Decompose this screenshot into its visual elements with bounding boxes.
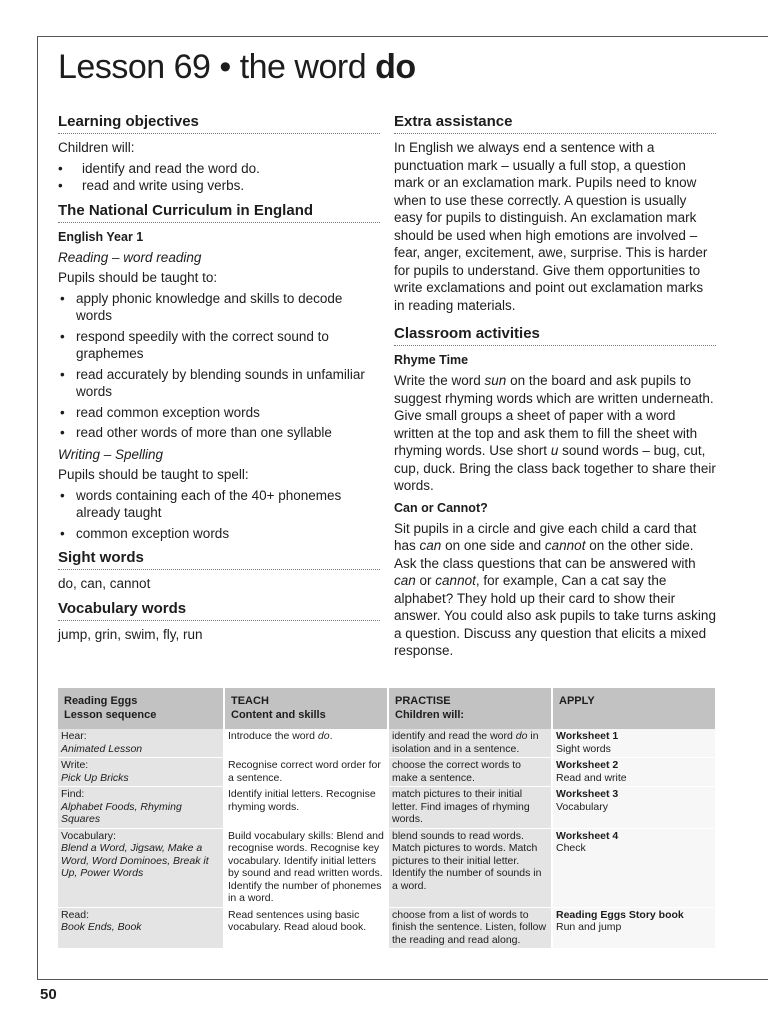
extra-heading: Extra assistance: [394, 112, 716, 134]
list-item: • apply phonic knowledge and skills to decode words: [58, 290, 380, 325]
table-row: [58, 758, 716, 787]
practise-cell: blend sounds to read words. Match pictures to words. Match pictures to their initial letter. Identify the number of sounds in a word.: [388, 828, 552, 907]
can-or-cannot-title: Can or Cannot?: [394, 500, 488, 515]
table-header: Reading Eggs Lesson sequence: [58, 688, 224, 729]
vocabulary-words: [58, 599, 380, 644]
objectives-intro: Children will:: [58, 140, 135, 155]
sequence-cell: Hear: Animated Lesson: [58, 729, 224, 758]
sequence-cell: Write: Pick Up Bricks: [58, 758, 224, 787]
title-prefix: Lesson 69 • the word: [58, 48, 376, 86]
national-curriculum: [58, 201, 380, 543]
table-header: TEACH Content and skills: [224, 688, 388, 729]
classroom-activities: [394, 324, 716, 660]
reading-list: [58, 290, 380, 442]
sequence-cell: Read: Book Ends, Book: [58, 907, 224, 949]
reading-intro: Pupils should be taught to:: [58, 270, 218, 285]
table-header: PRACTISE Children will:: [388, 688, 552, 729]
practise-cell: match pictures to their initial letter. Find images of rhyming words.: [388, 787, 552, 829]
apply-cell: Worksheet 4 Check: [552, 828, 716, 907]
extra-assistance: [394, 112, 716, 314]
practise-cell: identify and read the word do in isolation and in a sentence.: [388, 729, 552, 758]
teach-cell: Read sentences using basic vocabulary. Read aloud book.: [224, 907, 388, 949]
learning-objectives: [58, 112, 380, 195]
curriculum-heading: The National Curriculum in England: [58, 201, 380, 223]
rhyme-time-text: Write the word sun on the board and ask pupils to suggest rhyming words which are written underneath. Give small groups a sheet of paper with a word written at the top and ask them to fill the sheet with rhyming words. Use short u sound words – bug, cut, cup, duck. Bring the class back together to share their words.: [394, 373, 716, 493]
sequence-cell: Find: Alphabet Foods, Rhyming Squares: [58, 787, 224, 829]
table-header-row: [58, 688, 716, 729]
list-item: • words containing each of the 40+ phonemes already taught: [58, 487, 380, 522]
list-item: • read and write using verbs.: [58, 177, 380, 195]
page-title: [58, 48, 416, 87]
can-or-cannot-text: Sit pupils in a circle and give each child a card that has can on one side and cannot on the other side. Ask the class questions that can be answered with can or cannot, for example, Can a cat say the alphabet? They hold up their card to show their answer. You could also ask pupils to take turns asking a question. Discuss any question that elicits a mixed response.: [394, 520, 716, 658]
sequence-cell: Vocabulary: Blend a Word, Jigsaw, Make a Word, Word Dominoes, Break it Up, Power Words: [58, 828, 224, 907]
objectives-list: [58, 160, 380, 195]
writing-list: [58, 487, 380, 543]
vocabulary-text: jump, grin, swim, fly, run: [58, 626, 203, 642]
sight-words-text: do, can, cannot: [58, 576, 151, 591]
list-item: • read other words of more than one syllable: [58, 424, 380, 442]
apply-cell: Worksheet 1 Sight words: [552, 729, 716, 758]
teach-cell: Build vocabulary skills: Blend and recognise words. Recognise key vocabulary. Identify initial letters by sound and read written words. Identify the number of phonemes in a word.: [224, 828, 388, 907]
table-row: [58, 907, 716, 949]
apply-cell: Worksheet 2 Read and write: [552, 758, 716, 787]
apply-cell: Worksheet 3 Vocabulary: [552, 787, 716, 829]
list-item: • read common exception words: [58, 404, 380, 422]
list-item: • identify and read the word do.: [58, 160, 380, 178]
apply-cell: Reading Eggs Story book Run and jump: [552, 907, 716, 949]
table-row: [58, 787, 716, 829]
list-item: • common exception words: [58, 525, 380, 543]
left-column: [58, 112, 380, 649]
writing-intro: Pupils should be taught to spell:: [58, 467, 249, 482]
rhyme-time-title: Rhyme Time: [394, 353, 469, 367]
right-column: [394, 112, 716, 666]
page-number: 50: [40, 986, 57, 1003]
practise-cell: choose from a list of words to finish the sentence. Listen, follow the reading and read along.: [388, 907, 552, 949]
lesson-sequence-table: [58, 688, 717, 949]
table-header: APPLY: [552, 688, 716, 729]
table-row: [58, 828, 716, 907]
teach-cell: Recognise correct word order for a sentence.: [224, 758, 388, 787]
table-row: [58, 729, 716, 758]
teach-cell: Introduce the word do.: [224, 729, 388, 758]
list-item: • read accurately by blending sounds in unfamiliar words: [58, 366, 380, 401]
curriculum-subheading: English Year 1: [58, 229, 144, 244]
objectives-heading: Learning objectives: [58, 112, 380, 134]
activities-heading: Classroom activities: [394, 324, 716, 346]
list-item: • respond speedily with the correct sound to graphemes: [58, 328, 380, 363]
practise-cell: choose the correct words to make a sentence.: [388, 758, 552, 787]
writing-label: Writing – Spelling: [58, 446, 164, 462]
sight-words: [58, 548, 380, 593]
teach-cell: Identify initial letters. Recognise rhyming words.: [224, 787, 388, 829]
title-word: do: [375, 48, 416, 86]
sight-words-heading: Sight words: [58, 548, 380, 570]
reading-label: Reading – word reading: [58, 249, 202, 265]
extra-text: In English we always end a sentence with a punctuation mark – usually a full stop, a question mark or an exclamation mark. Pupils need to know when to use these correctly. A question is usually easy for pupils to distinguish. An exclamation mark should be used when high emotions are involved – fear, anger, excitement, awe, surprise. This is harder for pupils to understand. Give them opportunities to write exclamations and point out exclamation marks in reading materials.: [394, 140, 708, 313]
vocabulary-heading: Vocabulary words: [58, 599, 380, 621]
